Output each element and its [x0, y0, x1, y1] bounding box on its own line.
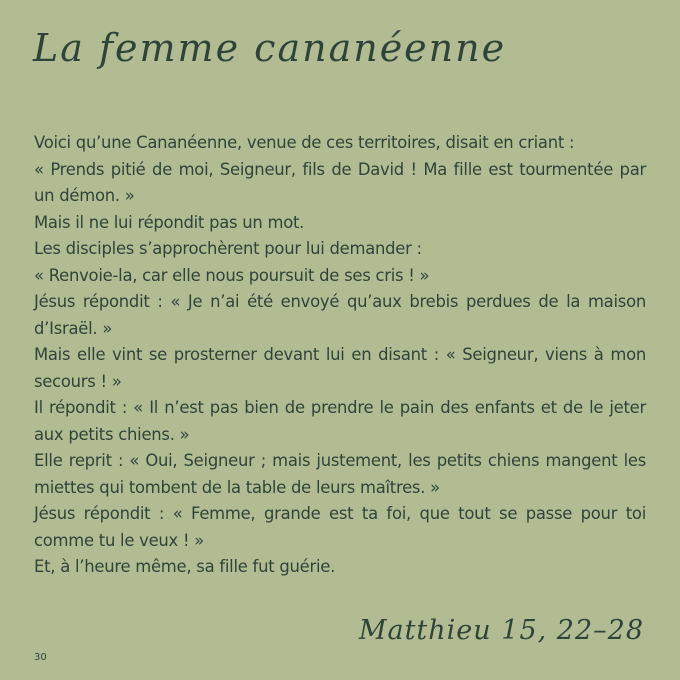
- page-number: 30: [34, 652, 47, 663]
- text-paragraph: Il répondit : « Il n’est pas bien de prendre le pain des enfants et de le jeter aux petits chiens. »: [34, 398, 646, 444]
- text-paragraph: Jésus répondit : « Femme, grande est ta foi, que tout se passe pour toi comme tu le veux ! »: [34, 504, 646, 550]
- text-paragraph: Voici qu’une Cananéenne, venue de ces territoires, disait en criant :: [34, 133, 575, 152]
- text-paragraph: Jésus répondit : « Je n’ai été envoyé qu’aux brebis perdues de la maison d’Israël. »: [34, 292, 646, 338]
- page-title: La femme cananéenne: [33, 26, 507, 70]
- text-paragraph: Mais il ne lui répondit pas un mot.: [34, 212, 305, 232]
- text-paragraph: Et, à l’heure même, sa fille fut guérie.: [34, 557, 336, 576]
- text-paragraph: Les disciples s’approchèrent pour lui demander :: [34, 239, 422, 258]
- text-paragraph: Elle reprit : « Oui, Seigneur ; mais justement, les petits chiens mangent les miettes qui tombent de la table de leurs maîtres. »: [34, 451, 646, 497]
- gospel-text: [34, 130, 646, 581]
- text-paragraph: Mais elle vint se prosterner devant lui en disant : « Seigneur, viens à mon secours ! »: [34, 345, 646, 391]
- text-paragraph: « Renvoie-la, car elle nous poursuit de ses cris ! »: [34, 265, 430, 285]
- text-paragraph: « Prends pitié de moi, Seigneur, fils de David ! Ma fille est tourmentée par un démon. »: [34, 159, 646, 205]
- scripture-reference: Matthieu 15, 22–28: [358, 615, 644, 646]
